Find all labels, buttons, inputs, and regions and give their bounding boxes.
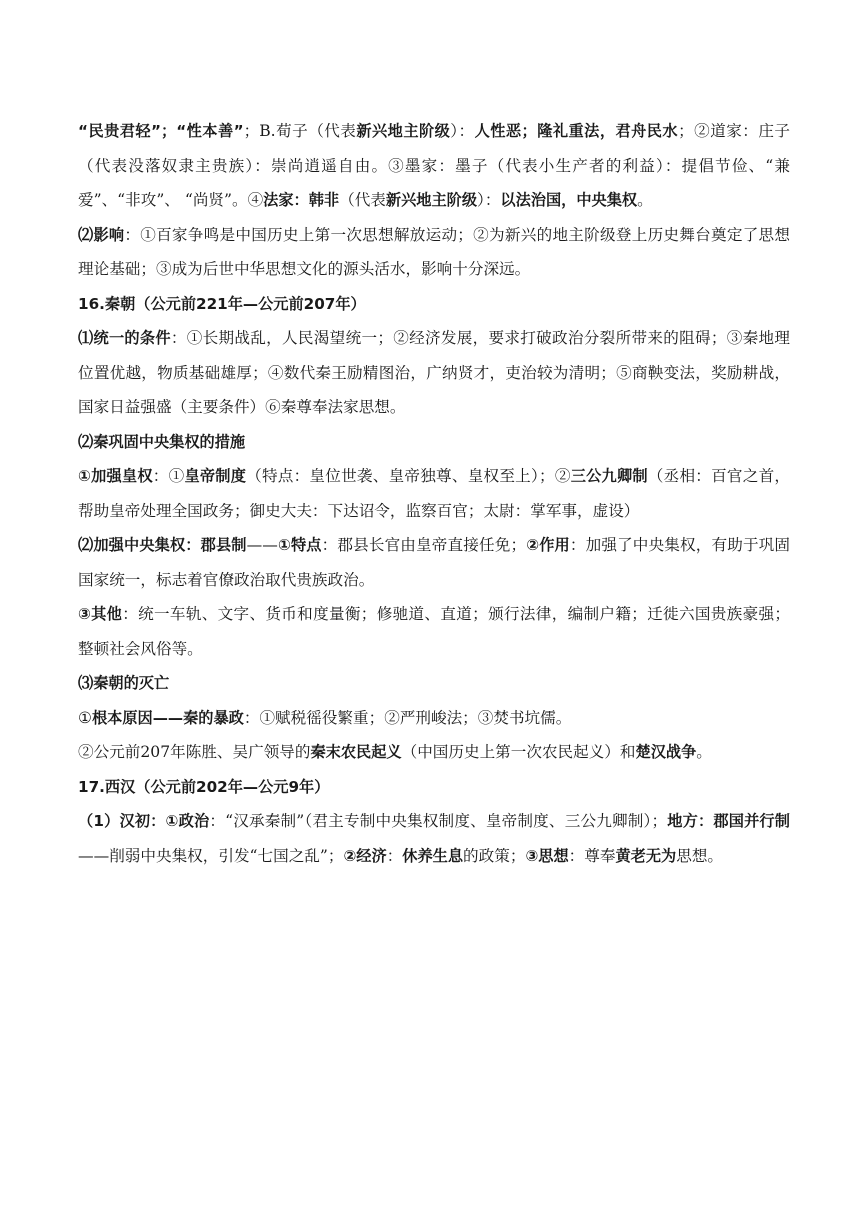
- paragraph: [78, 528, 790, 597]
- bold-text: 地方：郡国并行制: [667, 812, 790, 830]
- bold-text: ⑵影响: [78, 225, 125, 244]
- paragraph: [78, 114, 790, 218]
- bold-text: 楚汉战争: [635, 743, 697, 761]
- text-run: ：①赋税徭役繁重；②严刑峻法；③焚书坑儒。: [243, 708, 572, 727]
- bold-text: ③其他: [78, 605, 123, 623]
- bold-text: ⑵加强中央集权：郡县制: [78, 536, 247, 554]
- text-run: 的政策；: [463, 846, 526, 865]
- text-run: ；B.荀子（代表: [243, 122, 357, 140]
- text-run: ：尊奉: [568, 846, 616, 865]
- bold-text: ⑶秦朝的灭亡: [78, 674, 170, 692]
- bold-text: 皇帝制度: [184, 467, 247, 485]
- text-run: （代表: [339, 191, 386, 209]
- text-run: ②公元前207年陈胜、吴广领导的: [78, 743, 311, 761]
- bold-text: 人性恶；隆礼重法，君舟民水: [474, 122, 679, 140]
- bold-text: ②作用: [526, 536, 570, 554]
- paragraph: [78, 597, 790, 666]
- text-run: ：统一车轨、文字、货币和度量衡；修驰道、直道；颁行法律，编制户籍；迁徙六国贵族豪强；整顿社会风俗等。: [78, 605, 790, 658]
- bold-text: 新兴地主阶级: [356, 122, 451, 140]
- bold-text: 以法治国，中央集权: [500, 191, 638, 209]
- bold-text: ①加强皇权: [78, 467, 153, 485]
- paragraph: [78, 218, 790, 287]
- bold-text: “民贵君轻”；“性本善”: [78, 122, 244, 140]
- paragraph: [78, 770, 790, 805]
- bold-text: （1）汉初：①政治: [78, 812, 210, 830]
- bold-text: 三公九卿制: [570, 467, 648, 485]
- text-run: ：“汉承秦制”（君主专制中央集权制度、皇帝制度、三公九卿制）；: [209, 812, 668, 830]
- bold-text: ⑵秦巩固中央集权的措施: [78, 432, 246, 451]
- document-body: [78, 114, 790, 873]
- text-run: 思想。: [676, 846, 724, 865]
- bold-text: 秦末农民起义: [310, 743, 402, 761]
- text-run: ：①百家争鸣是中国历史上第一次思想解放运动；②为新兴的地主阶级登上历史舞台奠定了思想理论基础；③成为后世中华思想文化的源头活水，影响十分深远。: [78, 225, 790, 278]
- text-run: ：郡县长官由皇帝直接任免；: [321, 536, 527, 554]
- text-run: ：①长期战乱，人民渴望统一；②经济发展，要求打破政治分裂所带来的阻碍；③秦地理位置优越，物质基础雄厚；④数代秦王励精图治，广纳贤才，吏治较为清明；⑤商鞅变法，奖励耕战，国家日益强盛（主要条件）⑥秦尊奉法家思想。: [78, 329, 790, 416]
- text-run: （特点：皇位世袭、皇帝独尊、皇权至上）；②: [246, 467, 571, 485]
- text-run: ：: [386, 846, 403, 865]
- paragraph: [78, 321, 790, 425]
- text-run: （丞相：百官之首，帮助皇帝处理全国政务；御史大夫：下达诏令，监察百官；太尉：掌军事，虚设）: [78, 467, 791, 520]
- text-run: ——削弱中央集权，引发“七国之乱”；: [78, 846, 344, 865]
- bold-text: 新兴地主阶级: [385, 191, 478, 209]
- paragraph: [78, 425, 790, 460]
- text-run: ：①: [152, 467, 185, 485]
- bold-text: 黄老无为: [615, 846, 677, 865]
- bold-text: 根本原因——秦的暴政: [91, 708, 244, 727]
- text-run: ——: [246, 536, 278, 554]
- text-run: 。: [637, 191, 653, 209]
- bold-text: 休养生息: [402, 846, 464, 865]
- bold-text: ①特点: [277, 536, 322, 554]
- text-run: 。: [696, 743, 712, 761]
- bold-text: 法家：韩非: [263, 191, 340, 209]
- paragraph: [78, 701, 790, 736]
- text-run: ：加强了中央集权，有助于巩固国家统一，标志着官僚政治取代贵族政治。: [78, 536, 791, 589]
- paragraph: [78, 459, 790, 528]
- bold-text: ②经济: [343, 846, 387, 865]
- text-run: ；②道家：庄子（代表没落奴隶主贵族）：崇尚逍遥自由。③墨家：墨子（代表小生产者的利益）：提倡节俭、“兼爱”、“非攻”、 “尚贤”。④: [78, 122, 791, 209]
- text-run: ）：: [477, 191, 501, 209]
- bold-text: ⑴统一的条件: [78, 329, 171, 347]
- bold-text: ③思想: [525, 846, 569, 865]
- bold-text: 16.秦朝（公元前221年—公元前207年）: [78, 294, 366, 313]
- bold-text: 17.西汉（公元前202年—公元9年）: [78, 777, 330, 796]
- paragraph: [78, 804, 790, 873]
- text-run: ①: [78, 708, 92, 727]
- text-run: （中国历史上第一次农民起义）和: [401, 743, 636, 761]
- paragraph: [78, 666, 790, 701]
- text-run: ）：: [450, 122, 475, 140]
- paragraph: [78, 287, 790, 322]
- paragraph: [78, 735, 790, 770]
